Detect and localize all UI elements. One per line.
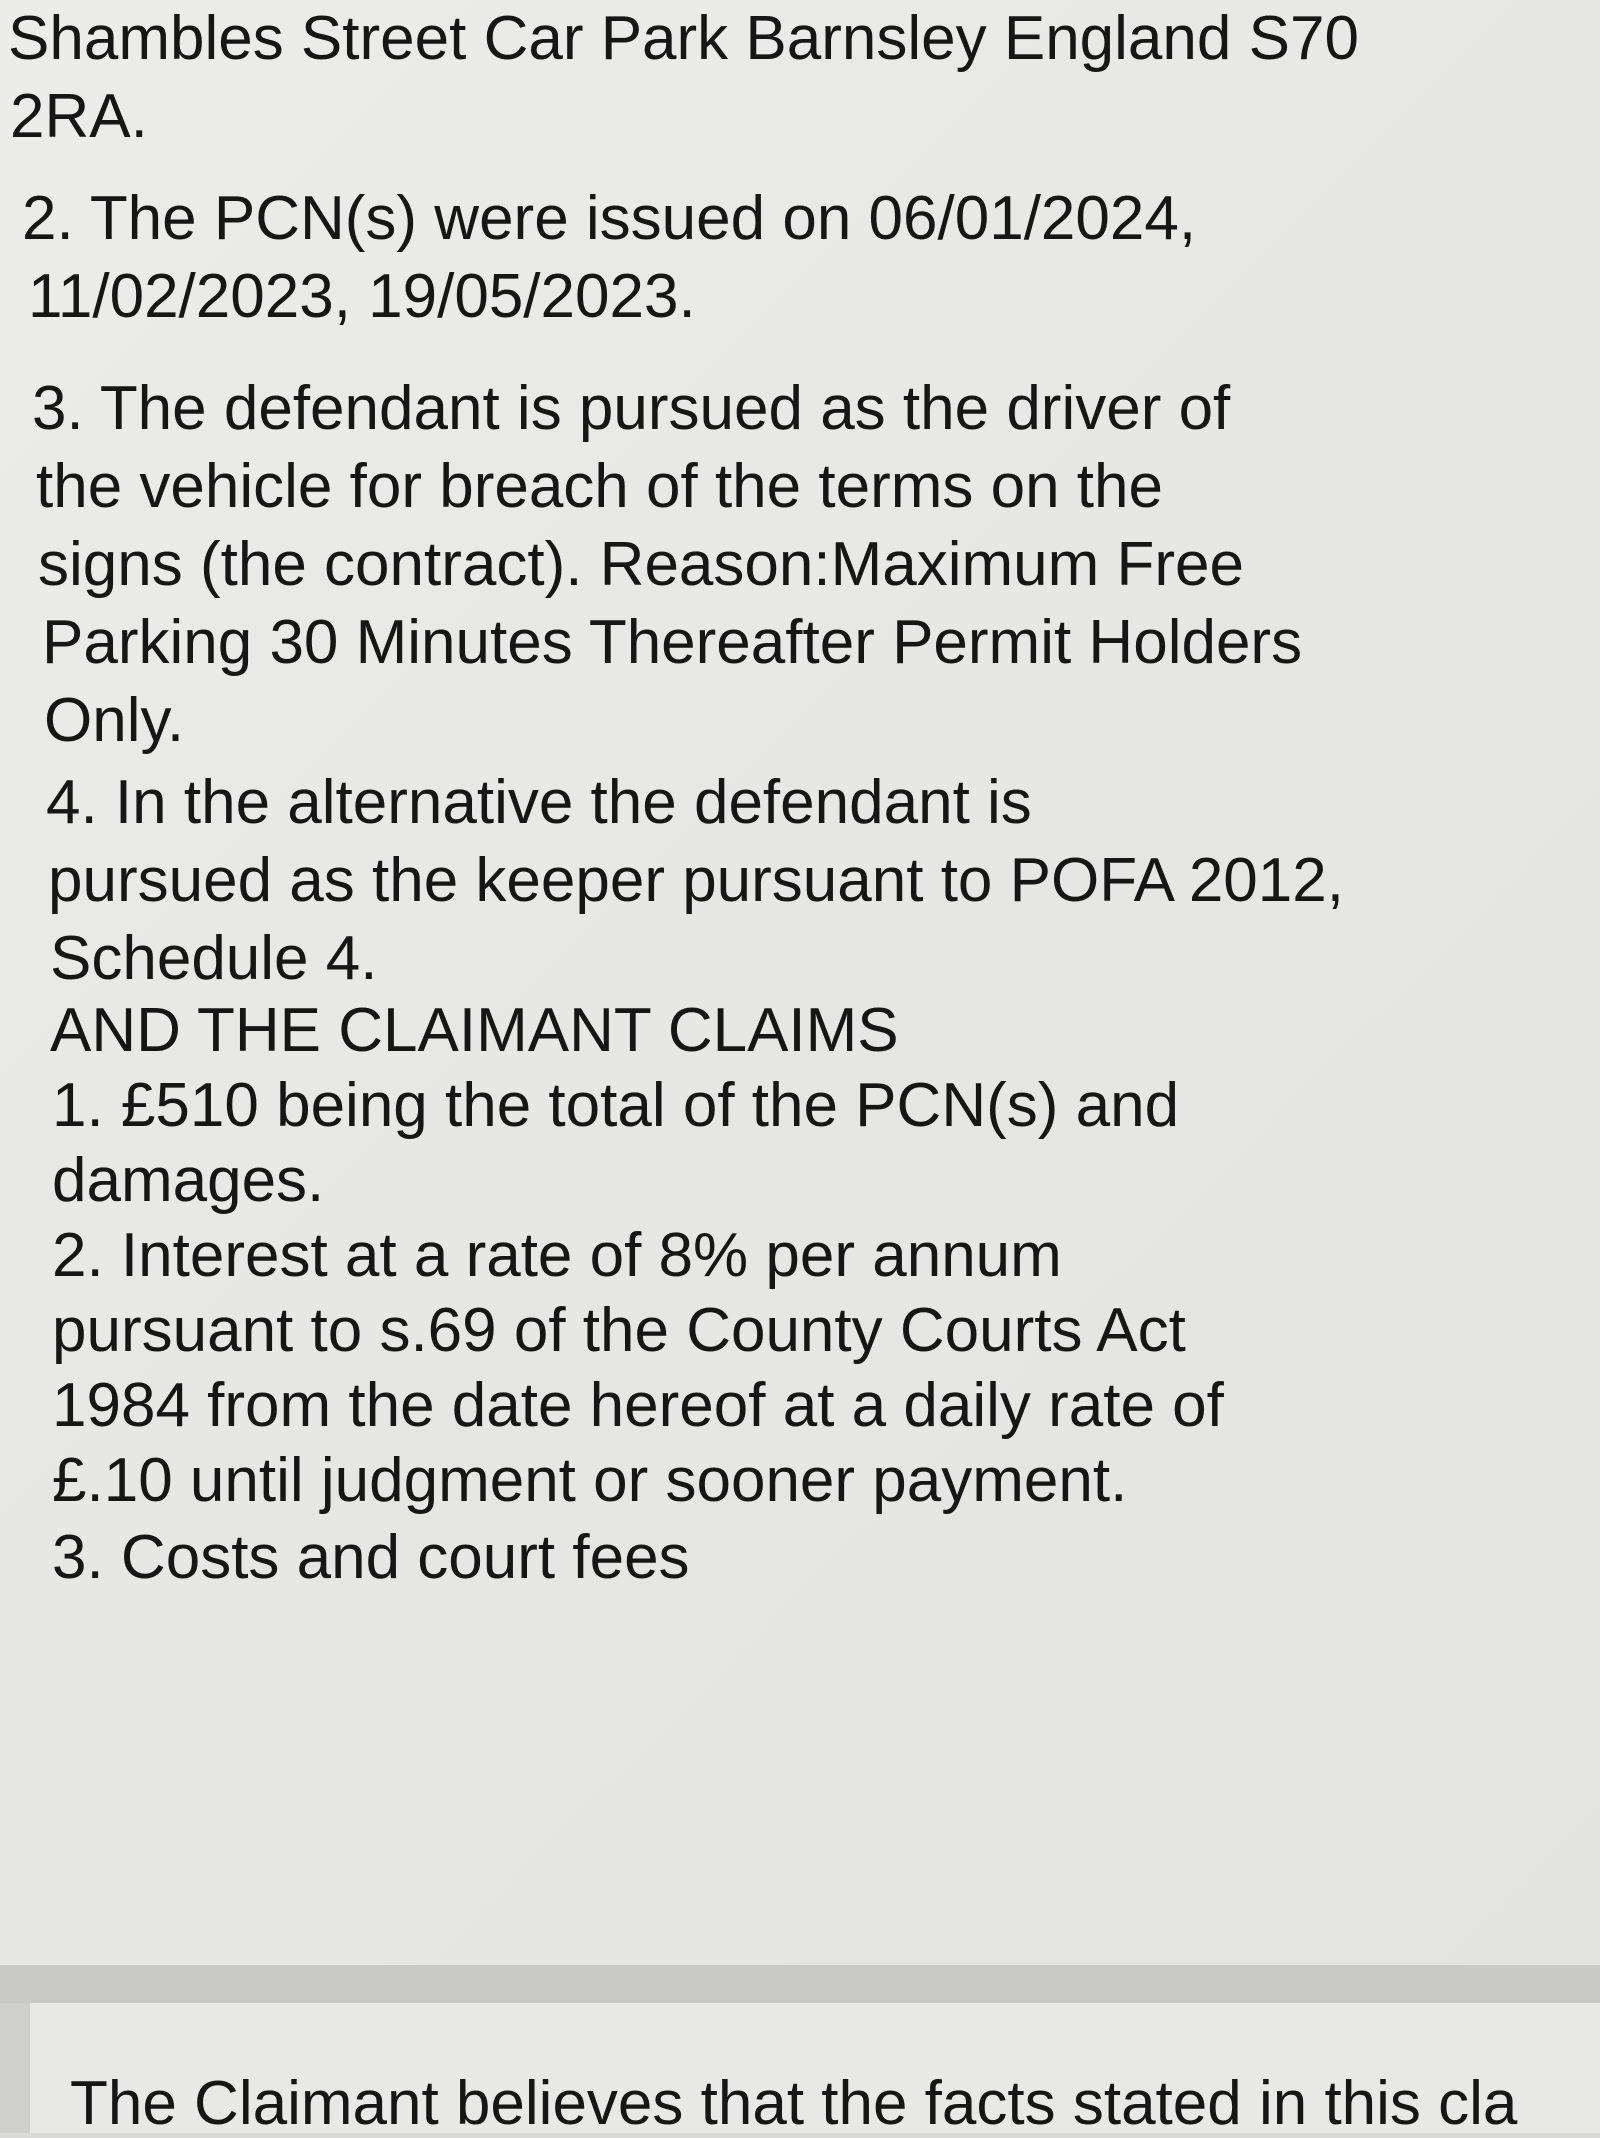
- pcn-issue-line-2: 11/02/2023, 19/05/2023.: [28, 262, 696, 331]
- driver-line-2: the vehicle for breach of the terms on the: [36, 452, 1163, 521]
- statement-of-truth-text: The Claimant believes that the facts stated in this cla: [70, 2069, 1518, 2138]
- claim-1-line-2: damages.: [52, 1146, 325, 1215]
- driver-line-4: Parking 30 Minutes Thereafter Permit Holders: [42, 608, 1303, 677]
- driver-line-5: Only.: [44, 686, 185, 755]
- statement-of-truth-panel: [30, 2003, 1600, 2138]
- keeper-line-1: 4. In the alternative the defendant is: [46, 768, 1032, 837]
- pcn-issue-line-1: 2. The PCN(s) were issued on 06/01/2024,: [22, 184, 1197, 253]
- page-divider: [0, 1965, 1600, 2003]
- claim-2-line-2: pursuant to s.69 of the County Courts Act: [52, 1296, 1186, 1365]
- address-line-2: 2RA.: [10, 82, 148, 151]
- claim-2-line-4: £.10 until judgment or sooner payment.: [52, 1446, 1128, 1515]
- claim-2-line-3: 1984 from the date hereof at a daily rate of: [52, 1371, 1224, 1440]
- claim-3-line-1: 3. Costs and court fees: [52, 1523, 690, 1592]
- keeper-line-3: Schedule 4.: [50, 924, 378, 993]
- keeper-line-2: pursued as the keeper pursuant to POFA 2012,: [48, 846, 1344, 915]
- driver-line-1: 3. The defendant is pursued as the driver of: [32, 374, 1231, 443]
- claims-heading: AND THE CLAIMANT CLAIMS: [50, 996, 899, 1065]
- claim-1-line-1: 1. £510 being the total of the PCN(s) and: [52, 1071, 1180, 1140]
- driver-line-3: signs (the contract). Reason:Maximum Free: [38, 530, 1244, 599]
- claim-2-line-1: 2. Interest at a rate of 8% per annum: [52, 1221, 1062, 1290]
- address-line-1: Shambles Street Car Park Barnsley England S70: [8, 4, 1359, 73]
